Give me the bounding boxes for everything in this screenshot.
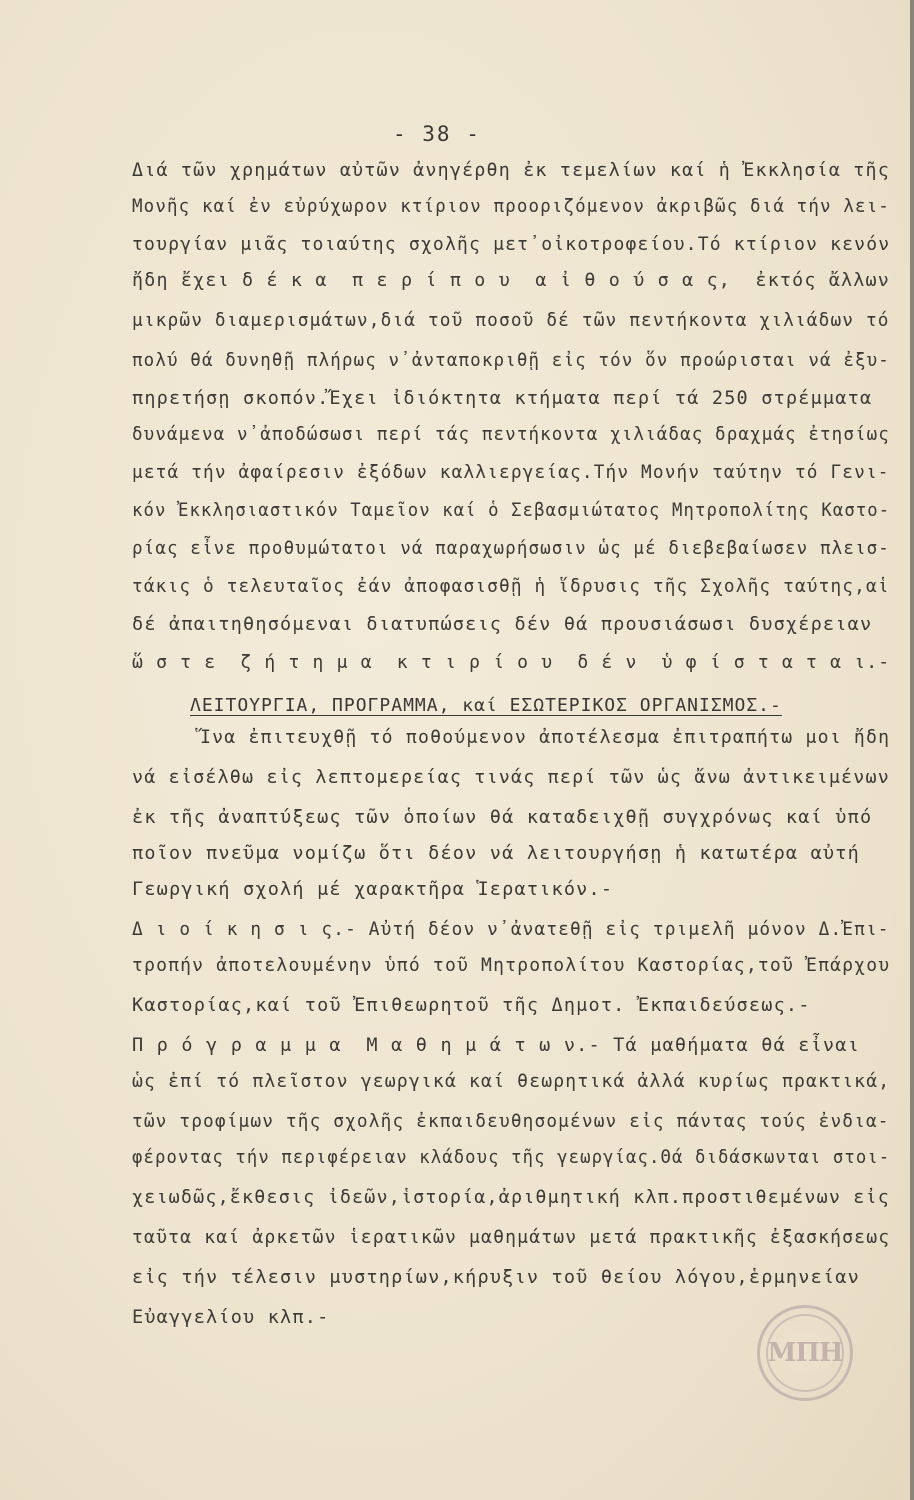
text-line: τουργίαν μιᾶς τοιαύτης σχολῆς μετ᾽οἰκοτροφείου.Τό κτίριον κενόν xyxy=(132,234,891,255)
archive-seal-stamp xyxy=(757,1305,853,1401)
text-line: δέ ἀπαιτηθησόμεναι διατυπώσεις δέν θά προυσιάσωσι δυσχέρειαν xyxy=(132,614,873,635)
text-line: Διά τῶν χρημάτων αὐτῶν ἀνηγέρθη ἐκ τεμελίων καί ἡ Ἐκκλησία τῆς xyxy=(132,160,890,181)
text-line: Γεωργική σχολή μέ χαρακτῆρα Ἱερατικόν.- xyxy=(132,879,614,900)
text-line: Μονῆς καί ἐν εὐρύχωρον κτίριον προοριζόμενον ἀκριβῶς διά τήν λει- xyxy=(132,196,890,217)
text-line: τάκις ὁ τελευταῖος ἐάν ἀποφασισθῇ ἡ ἵδρυσις τῆς Σχολῆς ταύτης,αἱ xyxy=(132,576,890,597)
archive-seal-text: ΜΠΗ xyxy=(767,1338,843,1368)
text-line: τῶν τροφίμων τῆς σχολῆς ἐκπαιδευθησομένων εἰς πάντας τούς ἐνδια- xyxy=(132,1111,890,1132)
text-line: ἐκ τῆς ἀναπτύξεως τῶν ὁποίων θά καταδειχθῇ συγχρόνως καί ὑπό xyxy=(132,807,873,828)
text-line: φέροντας τήν περιφέρειαν κλάδους τῆς γεωργίας.Θά διδάσκωνται στοι- xyxy=(132,1147,891,1168)
archive-seal-inner xyxy=(766,1314,844,1392)
text-line: πηρετήσῃ σκοπόν.Ἔχει ἰδιόκτητα κτήματα περί τά 250 στρέμματα xyxy=(132,388,873,409)
text-line: εἰς τήν τέλεσιν μυστηρίων,κήρυξιν τοῦ θείου λόγου,ἑρμηνείαν xyxy=(132,1267,860,1288)
text-line: ὡς ἐπί τό πλεῖστον γεωργικά καί θεωρητικά ἀλλά κυρίως πρακτικά, xyxy=(132,1071,891,1092)
text-line: Δ ι ο ί κ η σ ι ς.- Αὐτή δέον ν᾽ἀνατεθῇ εἰς τριμελῆ μόνον Δ.Ἐπι- xyxy=(132,919,890,940)
text-line: μετά τήν ἀφαίρεσιν ἐξόδων καλλιεργείας.Τήν Μονήν ταύτην τό Γενι- xyxy=(132,462,890,483)
text-line: δυνάμενα ν᾽ἀποδώσωσι περί τάς πεντήκοντα χιλιάδας δραχμάς ἐτησίως xyxy=(132,424,890,445)
text-line: νά εἰσέλθω εἰς λεπτομερείας τινάς περί τῶν ὡς ἄνω ἀντικειμένων xyxy=(132,767,890,788)
text-line: Εὐαγγελίου κλπ.- xyxy=(132,1307,330,1328)
section-heading: ΛΕΙΤΟΥΡΓΙΑ, ΠΡΟΓΡΑΜΜΑ, καί ΕΣΩΤΕΡΙΚΟΣ ΟΡΓΑΝΙΣΜΟΣ.- xyxy=(190,695,782,716)
text-line: μικρῶν διαμερισμάτων,διά τοῦ ποσοῦ δέ τῶν πεντήκοντα χιλιάδων τό xyxy=(132,310,890,331)
text-line: τροπήν ἀποτελουμένην ὑπό τοῦ Μητροπολίτου Καστορίας,τοῦ Ἐπάρχου xyxy=(132,955,891,976)
text-line: ταῦτα καί ἀρκετῶν ἱερατικῶν μαθημάτων μετά πρακτικῆς ἐξασκήσεως xyxy=(132,1227,891,1248)
text-line: κόν Ἐκκλησιαστικόν Ταμεῖον καί ὁ Σεβασμιώτατος Μητροπολίτης Καστο- xyxy=(132,500,891,521)
text-line: πολύ θά δυνηθῇ πλήρως ν᾽ἀνταποκριθῇ εἰς τόν ὅν προώρισται νά ἐξυ- xyxy=(132,350,890,371)
text-line: ἤδη ἔχει δ έ κ α π ε ρ ί π ο υ α ἰ θ ο ύ σ α ς, ἐκτός ἄλλων xyxy=(132,270,890,291)
page-edge-shadow xyxy=(910,0,914,1500)
text-line: Π ρ ό γ ρ α μ μ α Μ α θ η μ ά τ ω ν.- Τά μαθήματα θά εἶναι xyxy=(132,1035,860,1056)
page-number: - 38 - xyxy=(393,122,481,146)
text-line: ποῖον πνεῦμα νομίζω ὅτι δέον νά λειτουργήσῃ ἡ κατωτέρα αὐτή xyxy=(132,843,860,864)
text-line: ρίας εἶνε προθυμώτατοι νά παραχωρήσωσιν ὡς μέ διεβεβαίωσεν πλεισ- xyxy=(132,538,890,559)
text-line: χειωδῶς,ἔκθεσις ἰδεῶν,ἱστορία,ἀριθμητική κλπ.προστιθεμένων εἰς xyxy=(132,1187,890,1208)
text-line: Καστορίας,καί τοῦ Ἐπιθεωρητοῦ τῆς Δημοτ. Ἐκπαιδεύσεως.- xyxy=(132,995,811,1016)
text-line: Ἵνα ἐπιτευχθῇ τό ποθούμενον ἀποτέλεσμα ἐπιτραπήτω μοι ἤδη xyxy=(200,727,891,748)
text-line: ὥ σ τ ε ζ ή τ η μ α κ τ ι ρ ί ο υ δ έ ν ὑ φ ί σ τ α τ α ι.- xyxy=(132,652,891,673)
